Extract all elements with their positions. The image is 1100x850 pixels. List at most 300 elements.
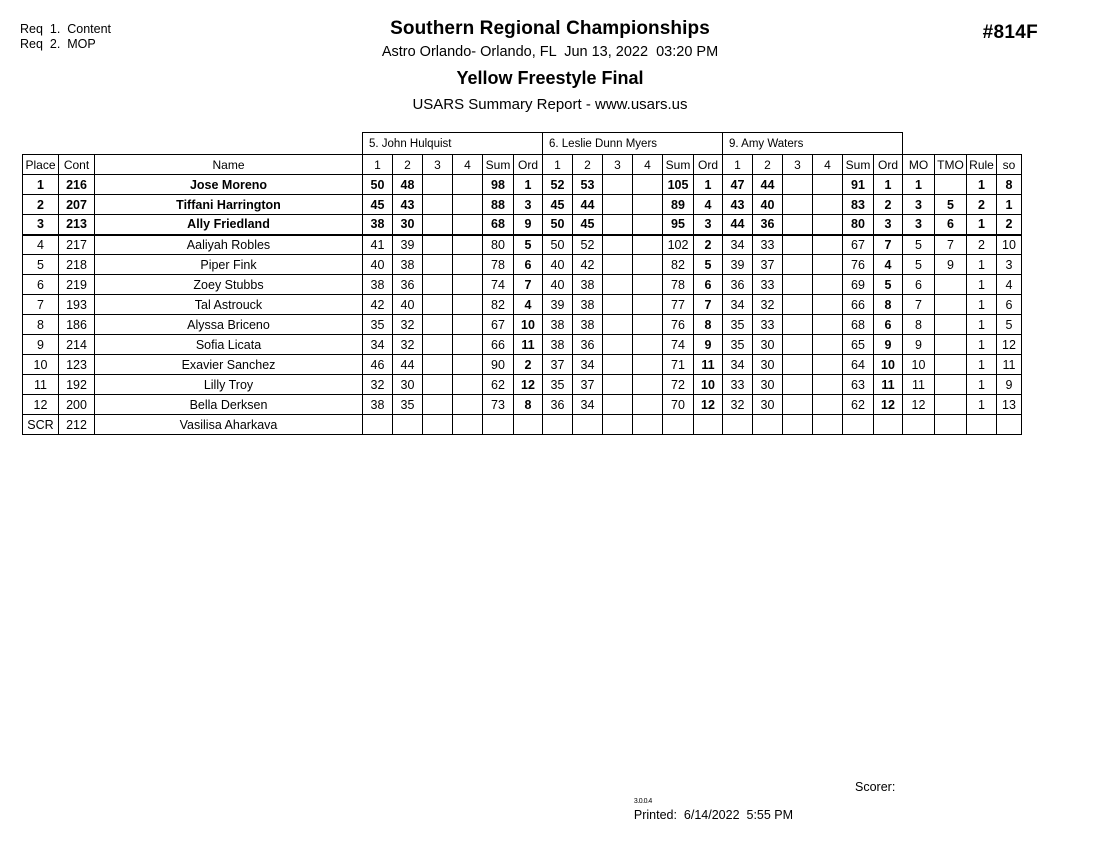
- cell-j6-sum: 78: [663, 275, 694, 295]
- cell-place: 9: [23, 335, 59, 355]
- cell-j5-4: [453, 195, 483, 215]
- cell-rule: 1: [967, 275, 997, 295]
- cell-j9-1: 39: [723, 255, 753, 275]
- cell-rule: 1: [967, 355, 997, 375]
- cell-j5-sum: 78: [483, 255, 514, 275]
- cell-rule: 1: [967, 175, 997, 195]
- requirement-line-1: Req 1. Content: [20, 22, 112, 36]
- cell-mo: 10: [903, 355, 935, 375]
- cell-j5-1: 45: [363, 195, 393, 215]
- cell-j9-3: [783, 255, 813, 275]
- cell-j5-2: 30: [393, 215, 423, 235]
- cell-j9-4: [813, 335, 843, 355]
- cell-j9-4: [813, 215, 843, 235]
- table-row: [23, 375, 1022, 395]
- cell-j5-sum: 88: [483, 195, 514, 215]
- cell-j6-4: [633, 355, 663, 375]
- cell-j9-4: [813, 295, 843, 315]
- cell-j6-1: 38: [543, 315, 573, 335]
- table-row: [23, 235, 1022, 255]
- header-j9-1: 1: [723, 155, 753, 175]
- cell-j5-4: [453, 175, 483, 195]
- cell-name: Piper Fink: [95, 255, 363, 275]
- cell-j5-sum: 82: [483, 295, 514, 315]
- cell-j9-ord: 5: [874, 275, 903, 295]
- cell-name: Aaliyah Robles: [95, 235, 363, 255]
- cell-j6-4: [633, 335, 663, 355]
- cell-j9-2: 30: [753, 355, 783, 375]
- cell-j6-sum: 105: [663, 175, 694, 195]
- cell-rule: 1: [967, 315, 997, 335]
- cell-j5-3: [423, 235, 453, 255]
- cell-name: Zoey Stubbs: [95, 275, 363, 295]
- cell-j9-2: 32: [753, 295, 783, 315]
- cell-rule: 1: [967, 215, 997, 235]
- cell-tmo: [935, 275, 967, 295]
- cell-cont: 218: [59, 255, 95, 275]
- cell-mo: 3: [903, 195, 935, 215]
- cell-j5-ord: 4: [514, 295, 543, 315]
- cell-j6-2: 37: [573, 375, 603, 395]
- cell-j6-1: 38: [543, 335, 573, 355]
- cell-j6-sum: 95: [663, 215, 694, 235]
- cell-tmo: 9: [935, 255, 967, 275]
- cell-tmo: [935, 335, 967, 355]
- cell-j6-3: [603, 235, 633, 255]
- cell-j5-2: 35: [393, 395, 423, 415]
- cell-j5-4: [453, 335, 483, 355]
- cell-j9-1: 44: [723, 215, 753, 235]
- cell-j6-sum: 72: [663, 375, 694, 395]
- cell-tmo: [935, 415, 967, 435]
- cell-j9-ord: 3: [874, 215, 903, 235]
- cell-j5-1: 38: [363, 275, 393, 295]
- header-j6-ord: Ord: [694, 155, 723, 175]
- cell-j6-4: [633, 175, 663, 195]
- cell-j5-2: 32: [393, 335, 423, 355]
- cell-j6-4: [633, 215, 663, 235]
- cell-j6-2: 34: [573, 395, 603, 415]
- header-j9-3: 3: [783, 155, 813, 175]
- cell-j5-sum: 73: [483, 395, 514, 415]
- table-row: [23, 335, 1022, 355]
- cell-j5-4: [453, 415, 483, 435]
- cell-j6-2: 38: [573, 275, 603, 295]
- cell-j9-2: 36: [753, 215, 783, 235]
- cell-j5-2: 30: [393, 375, 423, 395]
- cell-j9-2: 33: [753, 315, 783, 335]
- cell-j5-sum: 62: [483, 375, 514, 395]
- cell-j5-ord: 1: [514, 175, 543, 195]
- cell-j5-4: [453, 255, 483, 275]
- cell-j9-sum: 66: [843, 295, 874, 315]
- header-j9-sum: Sum: [843, 155, 874, 175]
- cell-j5-4: [453, 355, 483, 375]
- cell-j6-2: 45: [573, 215, 603, 235]
- cell-place: 10: [23, 355, 59, 375]
- cell-j6-1: 50: [543, 215, 573, 235]
- cell-j6-3: [603, 335, 633, 355]
- cell-so: [997, 415, 1022, 435]
- header-j6-3: 3: [603, 155, 633, 175]
- judge-band-spacer-so: [997, 133, 1022, 155]
- cell-j5-4: [453, 235, 483, 255]
- header-name: Name: [95, 155, 363, 175]
- cell-j9-2: 40: [753, 195, 783, 215]
- header-j6-sum: Sum: [663, 155, 694, 175]
- cell-j9-ord: 1: [874, 175, 903, 195]
- cell-j6-3: [603, 255, 633, 275]
- cell-mo: 3: [903, 215, 935, 235]
- cell-j9-2: 30: [753, 375, 783, 395]
- cell-j6-2: 38: [573, 295, 603, 315]
- cell-j9-3: [783, 215, 813, 235]
- cell-cont: 200: [59, 395, 95, 415]
- cell-j5-2: 39: [393, 235, 423, 255]
- venue-datetime: Astro Orlando- Orlando, FL Jun 13, 2022 03:20 PM: [381, 44, 719, 60]
- cell-j5-sum: 90: [483, 355, 514, 375]
- cell-j6-4: [633, 195, 663, 215]
- header-rule: Rule: [967, 155, 997, 175]
- cell-name: Alyssa Briceno: [95, 315, 363, 335]
- cell-j5-ord: 12: [514, 375, 543, 395]
- cell-j9-4: [813, 255, 843, 275]
- cell-name: Exavier Sanchez: [95, 355, 363, 375]
- cell-j5-1: 35: [363, 315, 393, 335]
- cell-j5-1: 50: [363, 175, 393, 195]
- cell-so: 9: [997, 375, 1022, 395]
- header-mo: MO: [903, 155, 935, 175]
- cell-j9-ord: 10: [874, 355, 903, 375]
- cell-j5-3: [423, 215, 453, 235]
- version-label: 3.0.0.4: [633, 798, 652, 805]
- cell-j6-sum: 77: [663, 295, 694, 315]
- judge-band-spacer-cont: [59, 133, 95, 155]
- cell-j6-4: [633, 375, 663, 395]
- document-id: #814F: [982, 22, 1038, 43]
- cell-j5-1: 46: [363, 355, 393, 375]
- cell-cont: 192: [59, 375, 95, 395]
- cell-j9-2: 30: [753, 335, 783, 355]
- cell-name: Tal Astrouck: [95, 295, 363, 315]
- cell-j5-2: 36: [393, 275, 423, 295]
- cell-name: Jose Moreno: [95, 175, 363, 195]
- header-j5-1: 1: [363, 155, 393, 175]
- cell-j5-1: 38: [363, 395, 393, 415]
- cell-j5-ord: 10: [514, 315, 543, 335]
- cell-j6-3: [603, 295, 633, 315]
- table-row: [23, 395, 1022, 415]
- cell-mo: 12: [903, 395, 935, 415]
- cell-cont: 123: [59, 355, 95, 375]
- cell-j6-1: 39: [543, 295, 573, 315]
- cell-j5-3: [423, 255, 453, 275]
- cell-mo: 5: [903, 255, 935, 275]
- cell-j9-ord: 8: [874, 295, 903, 315]
- cell-j9-2: 44: [753, 175, 783, 195]
- cell-j6-ord: 3: [694, 215, 723, 235]
- cell-j5-1: 41: [363, 235, 393, 255]
- cell-j6-2: 53: [573, 175, 603, 195]
- cell-mo: 6: [903, 275, 935, 295]
- cell-j6-sum: 82: [663, 255, 694, 275]
- cell-j9-ord: 11: [874, 375, 903, 395]
- cell-j6-3: [603, 315, 633, 335]
- cell-j9-4: [813, 275, 843, 295]
- cell-j6-ord: 7: [694, 295, 723, 315]
- cell-j9-sum: 65: [843, 335, 874, 355]
- cell-cont: 217: [59, 235, 95, 255]
- results-table-wrapper: [22, 132, 1022, 435]
- cell-j6-ord: 11: [694, 355, 723, 375]
- table-row: [23, 175, 1022, 195]
- cell-mo: 7: [903, 295, 935, 315]
- cell-cont: 213: [59, 215, 95, 235]
- cell-j6-1: 40: [543, 255, 573, 275]
- cell-j6-sum: 71: [663, 355, 694, 375]
- table-row: [23, 255, 1022, 275]
- cell-j9-sum: 83: [843, 195, 874, 215]
- cell-j9-ord: 2: [874, 195, 903, 215]
- cell-j9-sum: 63: [843, 375, 874, 395]
- cell-j9-1: 34: [723, 355, 753, 375]
- header-j9-4: 4: [813, 155, 843, 175]
- cell-mo: 1: [903, 175, 935, 195]
- report-header: [0, 18, 1100, 113]
- cell-j9-4: [813, 375, 843, 395]
- printed-timestamp: Printed: 6/14/2022 5:55 PM: [633, 808, 794, 822]
- cell-j6-4: [633, 235, 663, 255]
- cell-j5-sum: 80: [483, 235, 514, 255]
- header-j6-1: 1: [543, 155, 573, 175]
- cell-name: Tiffani Harrington: [95, 195, 363, 215]
- cell-cont: 207: [59, 195, 95, 215]
- judge-band-row: [23, 133, 1022, 155]
- cell-mo: 11: [903, 375, 935, 395]
- cell-so: 6: [997, 295, 1022, 315]
- cell-j5-sum: 68: [483, 215, 514, 235]
- cell-mo: 5: [903, 235, 935, 255]
- cell-place: 1: [23, 175, 59, 195]
- cell-tmo: [935, 175, 967, 195]
- cell-cont: 216: [59, 175, 95, 195]
- requirement-line-2: Req 2. MOP: [20, 37, 96, 51]
- table-row: [23, 355, 1022, 375]
- cell-j5-4: [453, 315, 483, 335]
- cell-j6-2: [573, 415, 603, 435]
- cell-j6-ord: 8: [694, 315, 723, 335]
- cell-j5-1: [363, 415, 393, 435]
- cell-so: 8: [997, 175, 1022, 195]
- cell-j5-2: [393, 415, 423, 435]
- competition-title: Southern Regional Championships: [390, 18, 710, 39]
- cell-j9-3: [783, 275, 813, 295]
- cell-j6-3: [603, 355, 633, 375]
- cell-j6-4: [633, 295, 663, 315]
- cell-j9-ord: [874, 415, 903, 435]
- cell-j6-4: [633, 415, 663, 435]
- cell-j5-4: [453, 295, 483, 315]
- cell-j5-3: [423, 315, 453, 335]
- cell-j9-4: [813, 415, 843, 435]
- cell-j9-2: 37: [753, 255, 783, 275]
- cell-j9-4: [813, 355, 843, 375]
- cell-j5-ord: 5: [514, 235, 543, 255]
- cell-j5-3: [423, 295, 453, 315]
- cell-j6-3: [603, 195, 633, 215]
- cell-j5-2: 40: [393, 295, 423, 315]
- cell-name: Sofia Licata: [95, 335, 363, 355]
- scorer-label: Scorer:: [855, 780, 896, 794]
- cell-place: 7: [23, 295, 59, 315]
- cell-j5-2: 48: [393, 175, 423, 195]
- table-row: [23, 215, 1022, 235]
- cell-so: 13: [997, 395, 1022, 415]
- cell-j5-ord: 3: [514, 195, 543, 215]
- cell-tmo: 6: [935, 215, 967, 235]
- header-place: Place: [23, 155, 59, 175]
- header-j5-2: 2: [393, 155, 423, 175]
- cell-j6-ord: 2: [694, 235, 723, 255]
- cell-j9-sum: 64: [843, 355, 874, 375]
- header-j5-sum: Sum: [483, 155, 514, 175]
- cell-j5-ord: 2: [514, 355, 543, 375]
- cell-cont: 193: [59, 295, 95, 315]
- cell-j9-1: 35: [723, 315, 753, 335]
- header-tmo: TMO: [935, 155, 967, 175]
- cell-j9-2: 33: [753, 235, 783, 255]
- cell-j9-1: 47: [723, 175, 753, 195]
- results-body: [23, 175, 1022, 435]
- cell-rule: 1: [967, 335, 997, 355]
- cell-j9-1: 36: [723, 275, 753, 295]
- header-j6-2: 2: [573, 155, 603, 175]
- cell-so: 10: [997, 235, 1022, 255]
- cell-j5-3: [423, 415, 453, 435]
- cell-j5-3: [423, 395, 453, 415]
- cell-j5-3: [423, 355, 453, 375]
- cell-j6-1: 45: [543, 195, 573, 215]
- cell-j6-ord: 5: [694, 255, 723, 275]
- judge-band-spacer-name: [95, 133, 363, 155]
- cell-j5-3: [423, 335, 453, 355]
- header-j5-4: 4: [453, 155, 483, 175]
- results-table: [22, 132, 1022, 435]
- cell-j6-2: 52: [573, 235, 603, 255]
- table-row: [23, 295, 1022, 315]
- cell-j5-1: 34: [363, 335, 393, 355]
- cell-j9-ord: 9: [874, 335, 903, 355]
- cell-j9-3: [783, 315, 813, 335]
- cell-j9-3: [783, 235, 813, 255]
- cell-j5-ord: 11: [514, 335, 543, 355]
- cell-j6-1: 52: [543, 175, 573, 195]
- cell-j9-ord: 6: [874, 315, 903, 335]
- cell-tmo: [935, 295, 967, 315]
- cell-place: 8: [23, 315, 59, 335]
- cell-j5-4: [453, 395, 483, 415]
- cell-j9-1: 34: [723, 235, 753, 255]
- cell-j5-ord: 8: [514, 395, 543, 415]
- cell-j6-sum: 102: [663, 235, 694, 255]
- header-j9-ord: Ord: [874, 155, 903, 175]
- cell-place: 2: [23, 195, 59, 215]
- cell-j9-1: 43: [723, 195, 753, 215]
- judge-band-spacer-tmo: [935, 133, 967, 155]
- cell-mo: 9: [903, 335, 935, 355]
- cell-j6-ord: 12: [694, 395, 723, 415]
- cell-j5-4: [453, 215, 483, 235]
- cell-tmo: [935, 375, 967, 395]
- cell-j6-sum: 76: [663, 315, 694, 335]
- cell-cont: 214: [59, 335, 95, 355]
- cell-j5-3: [423, 275, 453, 295]
- cell-j5-ord: 7: [514, 275, 543, 295]
- cell-rule: [967, 415, 997, 435]
- cell-name: Vasilisa Aharkava: [95, 415, 363, 435]
- cell-j6-ord: 10: [694, 375, 723, 395]
- cell-j9-4: [813, 315, 843, 335]
- header-so: so: [997, 155, 1022, 175]
- cell-name: Lilly Troy: [95, 375, 363, 395]
- cell-so: 5: [997, 315, 1022, 335]
- cell-j6-4: [633, 275, 663, 295]
- cell-j5-sum: 74: [483, 275, 514, 295]
- cell-j9-sum: 68: [843, 315, 874, 335]
- cell-j6-4: [633, 255, 663, 275]
- cell-j6-sum: 70: [663, 395, 694, 415]
- cell-j6-ord: 4: [694, 195, 723, 215]
- cell-j6-1: 37: [543, 355, 573, 375]
- cell-j6-3: [603, 415, 633, 435]
- cell-j5-sum: 98: [483, 175, 514, 195]
- cell-j6-3: [603, 275, 633, 295]
- cell-so: 1: [997, 195, 1022, 215]
- cell-j9-3: [783, 395, 813, 415]
- cell-j5-4: [453, 275, 483, 295]
- cell-j5-1: 32: [363, 375, 393, 395]
- cell-j6-4: [633, 315, 663, 335]
- cell-j9-sum: 67: [843, 235, 874, 255]
- cell-j9-3: [783, 175, 813, 195]
- cell-j9-4: [813, 235, 843, 255]
- cell-j5-3: [423, 195, 453, 215]
- cell-rule: 1: [967, 295, 997, 315]
- cell-so: 12: [997, 335, 1022, 355]
- cell-j9-3: [783, 295, 813, 315]
- header-j9-2: 2: [753, 155, 783, 175]
- cell-j9-4: [813, 195, 843, 215]
- judge-9-label: 9. Amy Waters: [723, 133, 903, 155]
- cell-name: Bella Derksen: [95, 395, 363, 415]
- header-cont: Cont: [59, 155, 95, 175]
- cell-j5-2: 32: [393, 315, 423, 335]
- cell-j9-sum: 80: [843, 215, 874, 235]
- cell-j5-1: 40: [363, 255, 393, 275]
- cell-rule: 1: [967, 375, 997, 395]
- cell-j5-2: 38: [393, 255, 423, 275]
- cell-rule: 1: [967, 255, 997, 275]
- cell-j6-3: [603, 175, 633, 195]
- cell-j9-1: 33: [723, 375, 753, 395]
- cell-j9-2: 30: [753, 395, 783, 415]
- header-j6-4: 4: [633, 155, 663, 175]
- table-row: [23, 195, 1022, 215]
- cell-j5-sum: [483, 415, 514, 435]
- judge-band-spacer-rule: [967, 133, 997, 155]
- cell-j6-1: 40: [543, 275, 573, 295]
- cell-j9-ord: 7: [874, 235, 903, 255]
